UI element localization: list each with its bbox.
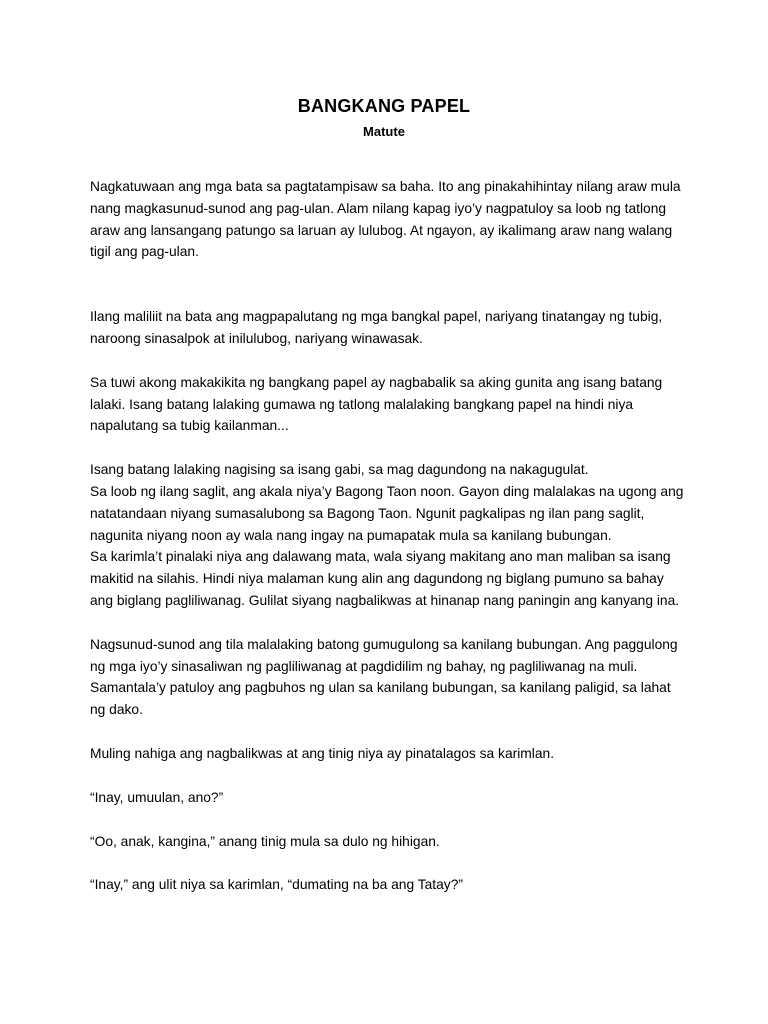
text-line: Isang batang lalaking nagising sa isang gabi, sa mag dagundong na nakagugulat. [90,462,589,478]
paragraph-7 [90,787,690,809]
text-line: nagunita niyang noon ay wala nang ingay na pumapatak mula sa kanilang bubungan. [90,527,612,543]
paragraph-spacer [90,765,690,787]
paragraph-2 [90,306,690,350]
paragraph-3 [90,372,690,437]
text-line: tigil ang pag-ulan. [90,244,199,260]
paragraph-spacer [90,721,690,743]
text-line: Sa loob ng ilang saglit, ang akala niya’y Bagong Taon noon. Gayon ding malalakas na ugong ang [90,483,684,499]
text-line: lalaki. Isang batang lalaking gumawa ng tatlong malalaking bangkang papel na hindi niya [90,396,634,412]
text-line: Nagkatuwaan ang mga bata sa pagtatampisaw sa baha. Ito ang pinakahihintay nilang araw mula [90,179,681,194]
text-line: nang magkasunud-sunod ang pag-ulan. Alam nilang kapag iyo’y nagpatuloy sa loob ng tatlong [90,200,667,216]
document-body [90,176,690,896]
text-line: “Inay,” ang ulit niya sa karimlan, “dumating na ba ang Tatay?” [90,877,463,893]
paragraph-9 [90,874,690,896]
text-line: araw ang lansangang patungo sa laruan ay lulubog. At ngayon, ay ikalimang araw nang walang [90,222,673,238]
text-line: naroong sinasalpok at inilulubog, nariyang winawasak. [90,330,423,346]
paragraph-spacer [90,263,690,306]
text-line: Sa tuwi akong makakikita ng bangkang papel ay nagbabalik sa aking gunita ang isang batang [90,374,663,390]
paragraph-spacer [90,437,690,459]
paragraph-5 [90,634,690,721]
text-line: Samantala’y patuloy ang pagbuhos ng ulan sa kanilang bubungan, sa kanilang paligid, sa lahat [90,680,671,696]
text-line: Muling nahiga ang nagbalikwas at ang tinig niya ay pinatalagos sa karimlan. [90,745,555,761]
text-line: napalutang sa tubig kailanman... [90,418,289,434]
paragraph-spacer [90,350,690,372]
document-title: BANGKANG PAPEL [297,96,471,116]
paragraph-6 [90,743,690,765]
text-line: ng mga iyo’y sinasaliwan ng pagliliwanag at pagdidilim ng bahay, ng pagliliwanag na muli. [90,658,638,674]
text-line: Sa karimla’t pinalaki niya ang dalawang mata, wala siyang makitang ano man maliban sa isang [90,549,671,565]
document-author: Matute [363,124,405,139]
text-line: Ilang maliliit na bata ang magpapalutang ng mga bangkal papel, nariyang tinatangay ng tubig, [90,309,663,325]
paragraph-1 [90,176,690,263]
paragraph-spacer [90,809,690,831]
text-line: ang biglang pagliliwanag. Gulilat siyang nagbalikwas at hinanap nang paningin ang kanyang ina. [90,592,680,608]
text-line: makitid na silahis. Hindi niya malaman kung alin ang dagundong ng biglang pumuno sa bahay [90,571,664,587]
paragraph-spacer [90,852,690,874]
paragraph-4 [90,459,690,612]
text-line: natatandaan niyang sumasalubong sa Bagong Taon. Ngunit pagkalipas ng ilan pang saglit, [90,505,645,521]
text-line: “Inay, umuulan, ano?” [90,789,224,805]
paragraph-spacer [90,612,690,634]
text-line: “Oo, anak, kangina,” anang tinig mula sa dulo ng hihigan. [90,833,440,849]
text-line: ng dako. [90,702,143,718]
paragraph-8 [90,831,690,853]
text-line: Nagsunud-sunod ang tila malalaking batong gumugulong sa kanilang bubungan. Ang paggulong [90,636,678,652]
